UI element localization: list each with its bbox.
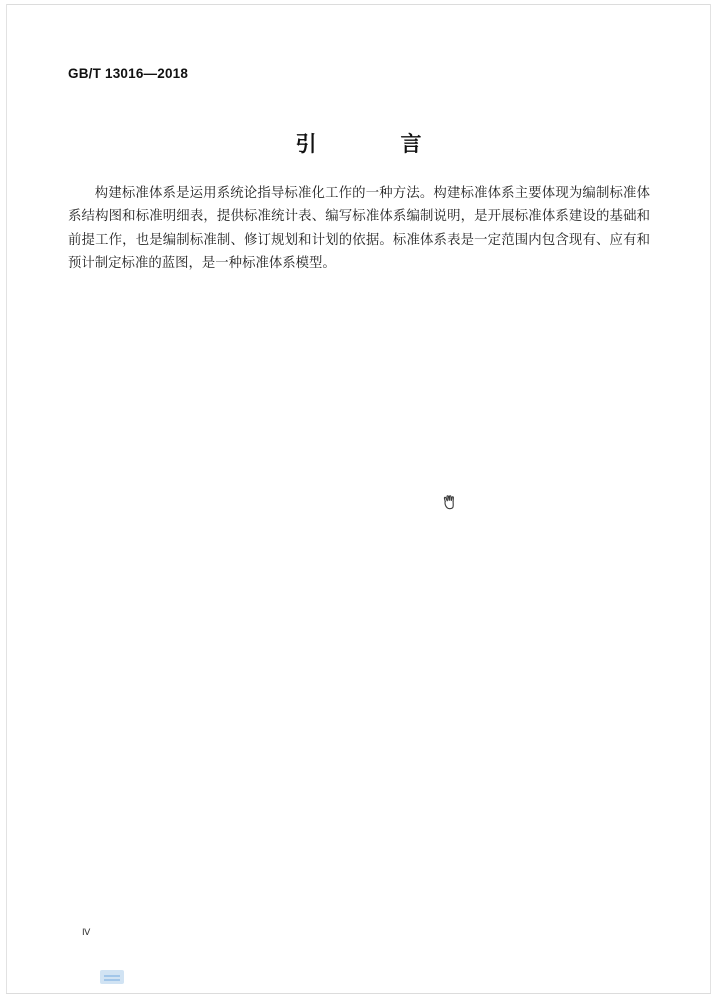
scan-artifact-mark	[100, 970, 124, 984]
grab-hand-cursor-icon	[440, 489, 460, 513]
body-text-block	[68, 181, 650, 275]
page-border-top	[6, 4, 711, 5]
standard-number-header: GB/T 13016—2018	[68, 66, 189, 81]
page-number: Ⅳ	[82, 927, 91, 937]
intro-paragraph: 构建标准体系是运用系统论指导标准化工作的一种方法。构建标准体系主要体现为编制标准体系结构图和标准明细表，提供标准统计表、编写标准体系编制说明，是开展标准体系建设的基础和前提工作，也是编制标准制、修订规划和计划的依据。标准体系表是一定范围内包含现有、应有和预计制定标准的蓝图，是一种标准体系模型。	[68, 185, 650, 271]
page-border-bottom	[6, 993, 711, 994]
page-title: 引 言	[295, 133, 436, 156]
